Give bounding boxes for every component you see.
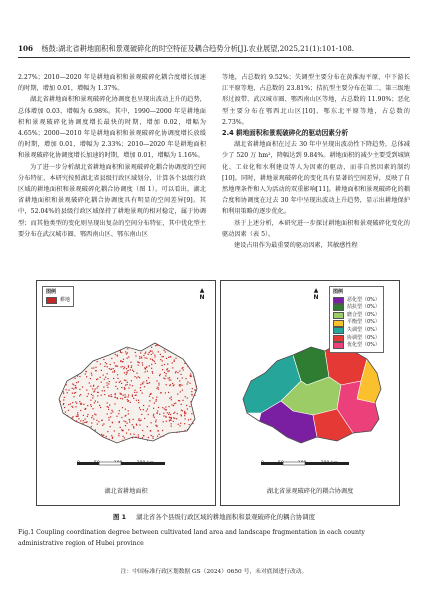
- running-header: [18, 44, 408, 54]
- legend-label: 磨合型（0%）: [347, 311, 380, 318]
- legend-label: 平衡型（0%）: [347, 319, 380, 326]
- north-arrow: [309, 287, 323, 301]
- legend-title: 图例: [333, 289, 344, 295]
- paragraph: 基于上述分析，本研究进一步探讨耕地面积和景观破碎化变化的驱动因素（表 5）。: [222, 219, 410, 238]
- legend-swatch: [333, 312, 344, 319]
- north-arrow: [195, 287, 209, 301]
- paragraph: 2.27%；2010—2020 年是耕地面积和景观破碎化耦合度增长加速的时期，增加 0.01，增幅为 1.37%。: [18, 74, 206, 93]
- legend-item: [333, 304, 380, 312]
- header-rule: [18, 57, 410, 58]
- cropland-map: [37, 281, 215, 505]
- coordination-legend: [329, 286, 384, 353]
- panel-title: 湖北省耕地面积: [104, 488, 148, 495]
- caption-text: 湖北省各个县级行政区域的耕地面积和景观破碎化的耦合协调度: [136, 513, 316, 521]
- paragraph: 等地，占总数的 9.52%；失调型主要分布在黄淮海平原、中下游长江平原等地，占总数的 23.81%；拮抗型主要分布在第二、第三级地形过渡带、武汉城市圈、鄂西南山区等地，占总数的 11.90%；恶化型主要分布在鄂西北山区[10]、鄂东北平原等地，占总数的 2.73%。: [222, 74, 410, 126]
- scale-bar-graphic: [261, 461, 351, 467]
- scale-bar: [77, 461, 154, 466]
- map-panel-coordination: [220, 280, 400, 506]
- legend-item: [333, 319, 380, 327]
- legend-label: 失调型（0%）: [347, 326, 380, 333]
- north-arrow-icon: ▲: [313, 287, 319, 294]
- figure-note: 注：中国标准行政区划数据 GS（2024）0650 号，未对底图进行改动。: [120, 569, 308, 575]
- section-heading: 2.4 耕地面积和景观破碎化的驱动因素分析: [222, 129, 349, 138]
- cropland-legend: [42, 286, 74, 307]
- left-column: [18, 72, 206, 240]
- legend-swatch: [333, 342, 344, 349]
- north-label: N: [313, 294, 319, 301]
- legend-swatch: [333, 327, 344, 334]
- county-regions: [243, 343, 381, 443]
- legend-swatch: [333, 304, 344, 311]
- figure-caption-en: Fig.1 Coupling coordination degree between cultivated land area and landscape fragmentation in each county administrative region of Hubei province: [18, 529, 365, 547]
- paragraph: 湖北省耕地面积和景观破碎化协调度也呈现出波动上升的趋势，总体增加 0.03，增幅为 6.98%。其中，1990—2000 年是耕地面积和景观破碎化协调度增长最快的时期，增加 0.02，增幅为 4.65%；2000—2010 年是耕地面积和景观破碎化协调度增长放缓的时期，增加 0.01，增幅为 2.33%；2010—2020 年是耕地面积和景观破碎化协调度增长加速的时期，增加 0.01，增幅为 1.16%。: [18, 96, 206, 160]
- legend-label: 优化型（0%）: [347, 342, 380, 349]
- legend-label: 耕地: [60, 296, 71, 303]
- map-panel-cropland: [36, 280, 216, 506]
- scale-bar: [261, 461, 338, 466]
- legend-label: 恶化型（0%）: [347, 296, 380, 303]
- paragraph: 湖北省耕地面积在过去 30 年中呈现出波动性下降趋势，总体减少了 520 万 hm²，降幅达到 9.84%。耕地面积的减少主要受到城镇化、工业化和水利建设等人为因素的驱动，而非自然因素的制约[10]。同时，耕地景观破碎化的变化具有显著的空间差异，反映了自然地理条件和人为活动的双重影响[11]。耕地面积和景观破碎化的耦合度和协调度在过去 30 年中呈现出波动上升趋势，显示出耕地保护和利用策略的逐步优化。: [222, 141, 410, 216]
- legend-swatch: [46, 297, 57, 304]
- legend-item: [333, 342, 380, 350]
- legend-title: 图例: [46, 289, 57, 295]
- legend-swatch: [333, 335, 344, 342]
- panel-title: 湖北省景观破碎化的耦合协调度: [266, 488, 354, 495]
- paragraph: 建设占用作为最重要的驱动因素，其敏感性程: [234, 242, 358, 250]
- legend-swatch: [333, 297, 344, 304]
- figure-number: 图 1: [112, 513, 127, 521]
- scale-bar-graphic: [77, 461, 167, 467]
- figure-caption-zh: [18, 512, 410, 521]
- north-arrow-icon: ▲: [199, 287, 205, 294]
- page-number: 106: [18, 44, 34, 53]
- legend-label: 协调型（0%）: [347, 334, 380, 341]
- legend-item-cropland: [46, 297, 70, 305]
- north-label: N: [199, 294, 205, 301]
- legend-swatch: [333, 320, 344, 327]
- right-column: [222, 72, 410, 251]
- header-citation: 杨鼓:湖北省耕地面积和景观破碎化的时空特征及耦合趋势分析[J].农业展望,2025,21(1):101-108.: [41, 44, 355, 53]
- paragraph: 为了进一步分析湖北省耕地面积和景观破碎化耦合协调度的空间分布特征，本研究按照湖北省县级行政区域划分，计算各个县级行政区域的耕地面积和景观破碎化耦合协调度（图 1）。可以看出，湖北省耕地面积和景观破碎化耦合协调度具有明显的空间差异[9]。其中，52.04%的县级行政区域保持了耕地景观的相对稳定，属于协调型；而其他类型的变化则呈现出复杂的空间分布特征，其中优化型主要分布在武汉城市圈、鄂西南山区、鄂东南山区: [18, 163, 206, 238]
- legend-item: [333, 327, 380, 335]
- legend-label: 拮抗型（0%）: [347, 304, 380, 311]
